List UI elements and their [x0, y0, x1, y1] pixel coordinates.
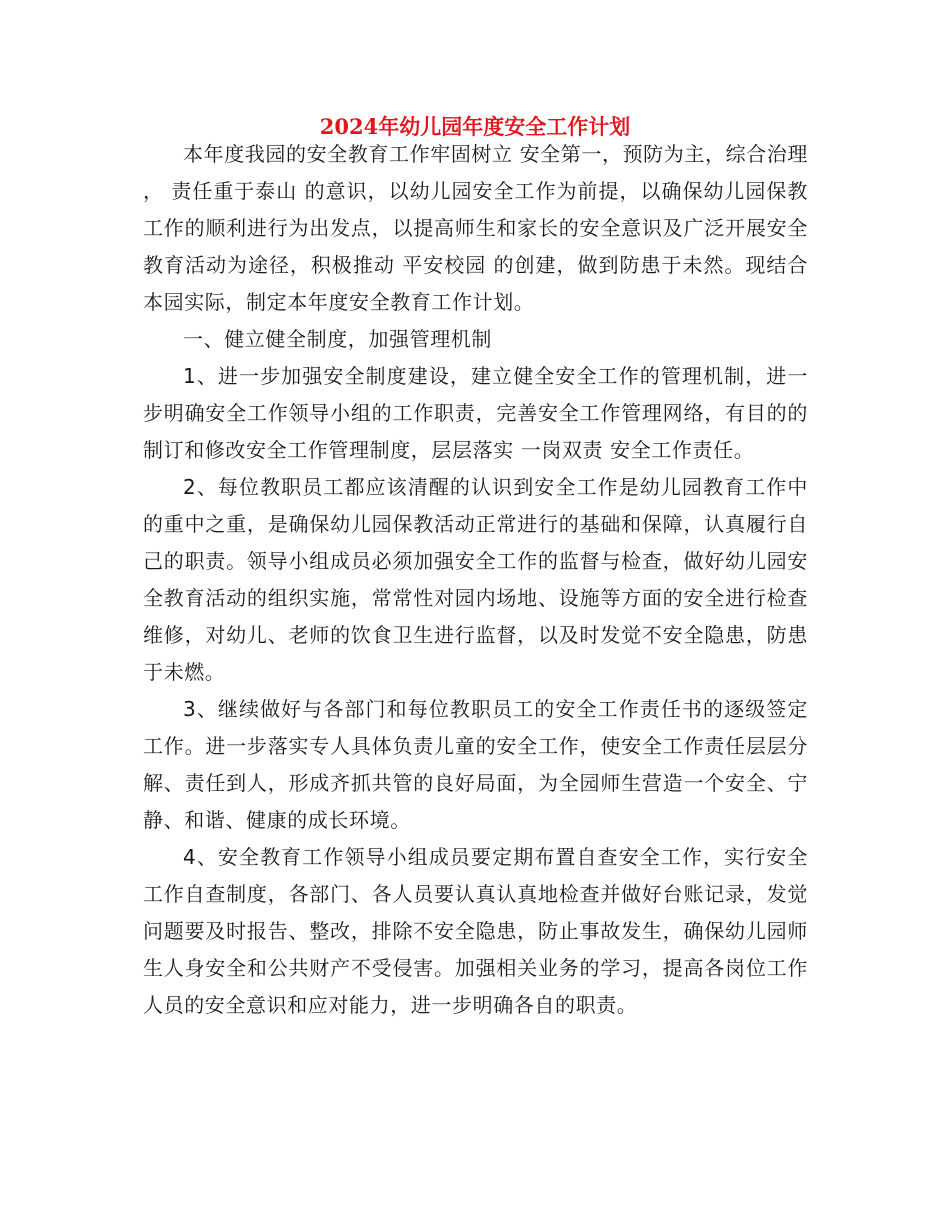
document-title: 2024年幼儿园年度安全工作计划	[319, 114, 631, 139]
item-paragraph-1: 1、进一步加强安全制度建设，建立健全安全工作的管理机制，进一步明确安全工作领导小组的工作职责，完善安全工作管理网络，有目的的制订和修改安全工作管理制度，层层落实 一岗双责 安全工作责任。	[143, 364, 808, 462]
item-paragraph-2: 2、每位教职员工都应该清醒的认识到安全工作是幼儿园教育工作中的重中之重，是确保幼儿园保教活动正常进行的基础和保障，认真履行自己的职责。领导小组成员必须加强安全工作的监督与检查，做好幼儿园安全教育活动的组织实施，常常性对园内场地、设施等方面的安全进行检查维修，对幼儿、老师的饮食卫生进行监督，以及时发觉不安全隐患，防患于未燃。	[143, 475, 808, 684]
document-body	[143, 136, 808, 1024]
intro-paragraph: 本年度我园的安全教育工作牢固树立 安全第一，预防为主，综合治理 ， 责任重于泰山 的意识，以幼儿园安全工作为前提，以确保幼儿园保教工作的顺利进行为出发点，以提高师生和家长的安全意识及广泛开展安全教育活动为途径，积极推动 平安校园 的创建，做到防患于未然。现结合本园实际，制定本年度安全教育工作计划。	[143, 142, 808, 314]
item-paragraph-3: 3、继续做好与各部门和每位教职员工的安全工作责任书的逐级签定工作。进一步落实专人具体负责儿童的安全工作，使安全工作责任层层分解、责任到人，形成齐抓共管的良好局面，为全园师生营造一个安全、宁静、和谐、健康的成长环境。	[143, 697, 808, 832]
section-heading: 一、健立健全制度，加强管理机制	[183, 327, 492, 351]
item-paragraph-4: 4、安全教育工作领导小组成员要定期布置自查安全工作，实行安全工作自查制度，各部门、各人员要认真认真地检查并做好台账记录，发觉问题要及时报告、整改，排除不安全隐患，防止事故发生，确保幼儿园师生人身安全和公共财产不受侵害。加强相关业务的学习，提高各岗位工作人员的安全意识和应对能力，进一步明确各自的职责。	[143, 845, 808, 1017]
